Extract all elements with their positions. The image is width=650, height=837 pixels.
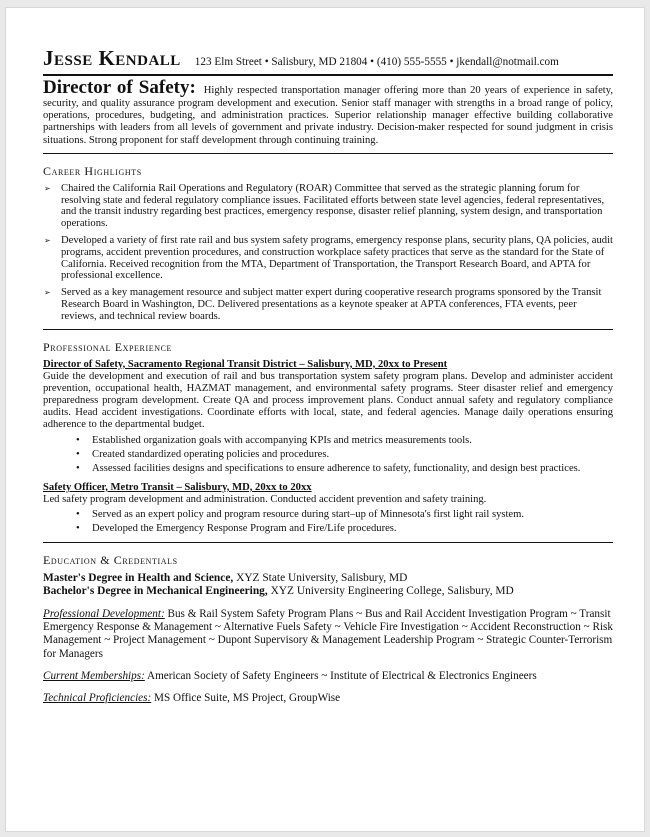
resume-page	[6, 8, 644, 831]
list-item	[43, 448, 613, 462]
job-bullets	[43, 434, 613, 476]
bullet-icon: •	[76, 508, 80, 520]
list-item	[43, 183, 613, 230]
job-heading: Director of Safety, Sacramento Regional Transit District – Salisbury, MD, 20xx to Present	[43, 358, 448, 370]
candidate-name: Jesse Kendall	[43, 46, 181, 70]
degree-school: XYZ State University, Salisbury, MD	[236, 571, 408, 584]
list-item	[43, 434, 613, 448]
arrow-bullet-icon: ➢	[44, 236, 51, 245]
memberships-label: Current Memberships:	[43, 669, 145, 682]
degree-line	[43, 585, 613, 599]
bullet-icon: •	[76, 448, 80, 460]
section-divider	[43, 542, 613, 543]
prof-dev-label: Professional Development:	[43, 607, 165, 620]
summary-title: Director of Safety:	[43, 77, 196, 98]
prof-dev-text: Bus & Rail System Safety Program Plans ~ Bus and Rail Accident Investigation Program ~ Transit Emergency Response & Management ~ Alternative Fuels Safety ~ Vehicle Fire Investigation ~ Accident Reconstruction ~ Risk Management ~ Project Management ~ Dupont Supervisory & Management Leadership Program ~ Strategic Counter-Terrorism for Managers	[43, 607, 613, 660]
highlight-text: Developed a variety of first rate rail and bus system safety programs, emergency response plans, security plans, QA policies, audit programs, accident prevention procedures, and construction workplace safety practices that serve as the standard for the State of California. Received recognition from the MTA, Department of Transportation, the Transport Research Board, and APTA for professional excellence.	[61, 235, 613, 282]
highlight-text: Chaired the California Rail Operations and Regulatory (ROAR) Committee that served as the strategic planning forum for resolving state and federal regulatory compliance issues. Facilitated efforts between state level agencies, federal representatives, and the transit industry regarding best practices, emergency response, disaster relief planning, system design, and transportation operations.	[61, 182, 605, 230]
list-item	[43, 235, 613, 282]
highlights-title: Career Highlights	[43, 163, 142, 178]
job-bullets	[43, 508, 613, 536]
bullet-text: Created standardized operating policies and procedures.	[92, 448, 330, 460]
bullet-icon: •	[76, 522, 80, 534]
degree-name: Bachelor's Degree in Mechanical Engineering,	[43, 585, 268, 598]
header-rule	[43, 74, 613, 76]
highlight-text: Served as a key management resource and subject matter expert during cooperative research programs sponsored by the Transit Research Board in Washington, DC. Delivered presentations as a keynote speaker at APTA conferences, FTA events, peer reviews, and technical review boards.	[61, 287, 602, 322]
memberships-text: American Society of Safety Engineers ~ Institute of Electrical & Electronics Engineers	[147, 669, 537, 682]
job-description: Led safety program development and administration. Conducted accident prevention and safety training.	[43, 493, 487, 505]
job-heading: Safety Officer, Metro Transit – Salisbury, MD, 20xx to 20xx	[43, 481, 312, 493]
highlights-list	[43, 183, 613, 323]
summary-text: Highly respected transportation manager offering more than 20 years of experience in safety, security, and quality assurance program development and execution. Senior staff manager with strengths in a broad range of policy, operations, procedures, budgeting, and administration practices. Superior relationship manager effective building collaborative partnerships with leaders from all levels of government and private industry. Decision-maker respected for sound judgment in crisis situations. Strong proponent for staff development through continuing training.	[43, 85, 613, 146]
tech-text: MS Office Suite, MS Project, GroupWise	[154, 692, 341, 705]
section-divider	[43, 329, 613, 330]
section-divider	[43, 153, 613, 154]
degree-school: XYZ University Engineering College, Salisbury, MD	[270, 585, 514, 598]
resume-content	[43, 46, 613, 706]
degree-name: Master's Degree in Health and Science,	[43, 571, 234, 584]
bullet-text: Established organization goals with accompanying KPIs and metrics measurements tools.	[92, 434, 472, 446]
bullet-text: Developed the Emergency Response Program and Fire/Life procedures.	[92, 522, 397, 534]
bullet-icon: •	[76, 462, 80, 474]
tech-label: Technical Proficiencies:	[43, 692, 152, 705]
arrow-bullet-icon: ➢	[44, 288, 51, 298]
degree-line	[43, 572, 613, 586]
resume-header	[43, 46, 613, 71]
memberships	[43, 670, 613, 683]
summary-section	[43, 78, 613, 147]
contact-info: 123 Elm Street • Salisbury, MD 21804 • (410) 555-5555 • jkendall@notmail.com	[194, 56, 559, 68]
technical-proficiencies	[43, 692, 613, 705]
experience-title: Professional Experience	[43, 339, 173, 354]
education-title: Education & Credentials	[43, 552, 178, 567]
list-item	[43, 287, 613, 322]
professional-development	[43, 608, 613, 661]
bullet-icon: •	[76, 434, 80, 446]
bullet-text: Assessed facilities designs and specifications to ensure adherence to safety, functionality, and design best practices.	[92, 462, 581, 474]
job-description: Guide the development and execution of rail and bus transportation system safety program plans. Develop and administer accident prevention, occupational health, HAZMAT management, and environmental safety programs. Steer disaster relief and emergency preparedness program development. Create QA and process improvement plans. Conduct annual safety and regulatory compliance audits. Head accident investigations. Coordinate efforts with local, state, and federal agencies. Manage daily operations ensuring adherence to the departmental budget.	[43, 370, 613, 431]
bullet-text: Served as an expert policy and program resource during start–up of Minnesota's first light rail system.	[92, 508, 525, 520]
list-item	[43, 462, 613, 476]
list-item	[43, 508, 613, 522]
list-item	[43, 522, 613, 536]
arrow-bullet-icon: ➢	[44, 183, 51, 193]
